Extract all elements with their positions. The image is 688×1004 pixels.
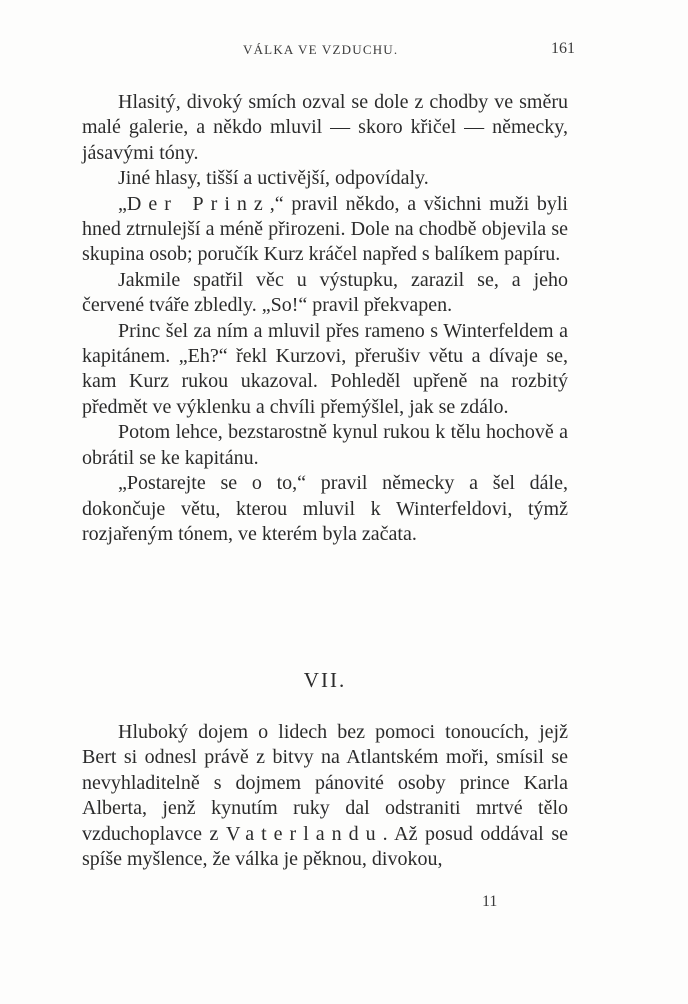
spaced-text: Der Prinz — [126, 192, 270, 215]
paragraph — [82, 720, 568, 872]
page-number: 161 — [551, 40, 575, 57]
paragraph: Jakmile spatřil věc u výstupku, zarazil se, a jeho červené tváře zbledly. „So!“ pravil překvapen. — [82, 268, 568, 317]
text-section-2 — [82, 720, 568, 872]
quote-open: „ — [118, 192, 127, 215]
spaced-text: Vaterlandu — [226, 822, 383, 845]
paragraph: Jiné hlasy, tišší a uctivější, odpovídaly. — [118, 167, 429, 190]
paragraph-start: Hluboký dojem o lidech bez pomoci tonoucích, jejž Bert si odnesl právě z bitvy na Atlantském moři, smísil se nevyhladitelně s dojmem pánovité osoby prince Karla Alberta, jenž kynutím ruky dal odstraniti mrtvé tělo vzduchoplavce z — [82, 721, 568, 845]
paragraph: „Postarejte se o to,“ pravil německy a šel dále, dokončuje větu, kterou mluvil k Winterfeldovi, týmž rozjařeným tónem, ve kterém byla začata. — [82, 472, 568, 545]
running-title: VÁLKA VE VZDUCHU. — [243, 42, 399, 57]
chapter-heading: VII. — [303, 668, 347, 692]
paragraph-rest: . Až posud oddával se spíše myšlence, že válka je pěknou, divokou, — [82, 822, 568, 871]
paragraph: Princ šel za ním a mluvil přes rameno s Winterfeldem a kapitánem. „Eh?“ řekl Kurzovi, přerušiv větu a dívaje se, kam Kurz rukou ukazoval. Pohleděl upřeně na rozbitý předmět ve výklenku a chvíli přemýšlel, jak se zdálo. — [82, 319, 568, 418]
paragraph: Hlasitý, divoký smích ozval se dole z chodby ve směru malé galerie, a někdo mluvil — skoro křičel — německy, jásavými tóny. — [82, 91, 568, 164]
paragraph-rest: ,“ pravil někdo, a všichni muži byli hned ztrnulejší a méně přirozeni. Dole na chodbě objevila se skupina osob; poručík Kurz kráčel napřed s balíkem papíru. — [82, 192, 568, 266]
printer-signature-mark: 11 — [482, 893, 498, 910]
paragraph — [82, 192, 568, 268]
paragraph: Potom lehce, bezstarostně kynul rukou k tělu hochově a obrátil se ke kapitánu. — [82, 421, 568, 469]
text-section-1 — [82, 90, 568, 547]
